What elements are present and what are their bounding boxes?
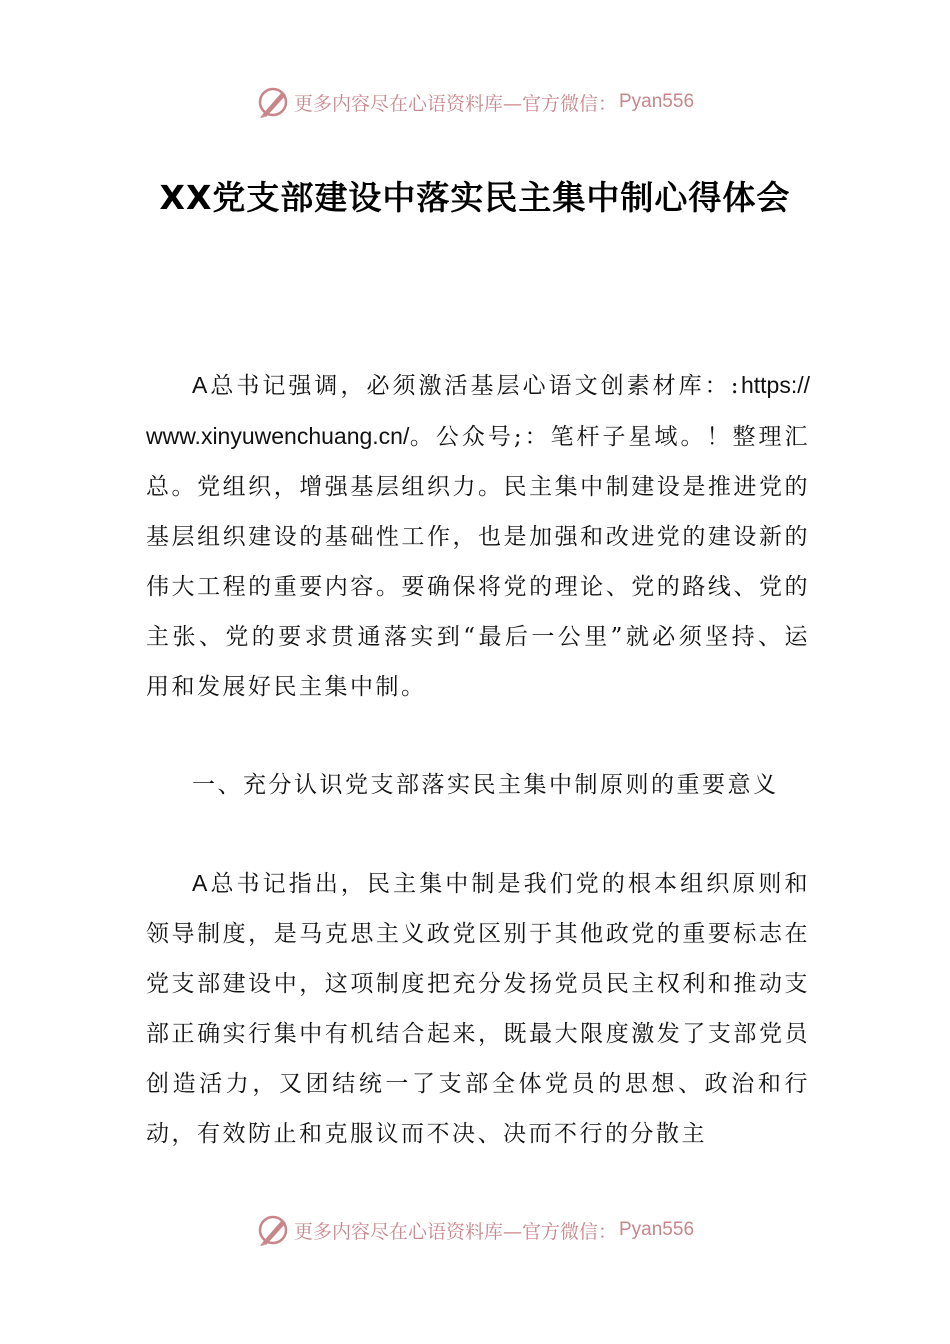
paragraph-intro [146,360,810,712]
banner-text: 更多内容尽在心语资料库—官方微信： [293,1220,617,1243]
banner-text: 更多内容尽在心语资料库—官方微信： [293,92,617,115]
banner-wechat-id: Pyan556 [619,1219,695,1240]
paragraph-lead-letter: A [192,372,210,398]
website-url: https://www.xinyuwenchuang.cn/ [146,372,810,449]
footer-watermark-banner [0,1210,950,1250]
paragraph-lead-letter: A [192,870,210,896]
paragraph-section1 [146,858,810,1159]
paragraph-text: 总书记指出，民主集中制是我们党的根本组织原则和领导制度，是马克思主义政党区别于其他政党的重要标志在党支部建设中，这项制度把充分发扬党员民主权利和推动支部正确实行集中有机结合起来，既最大限度激发了支部党员创造活力，又团结统一了支部全体党员的思想、政治和行动，有效防止和克服议而不决、决而不行的分散主 [146,871,810,1147]
paragraph-text: 。公众号;：笔杆子星域。！整理汇总。党组织，增强基层组织力。民主集中制建设是推进党的基层组织建设的基础性工作，也是加强和改进党的建设新的伟大工程的重要内容。要确保将党的理论、党的路线、党的主张、党的要求贯通落实到“最后一公里”就必须坚持、运用和发展好民主集中制。 [146,424,810,700]
document-title: XX党支部建设中落实民主集中制心得体会 [159,178,791,217]
paragraph-text: 总书记强调，必须激活基层心语文创素材库：: [209,373,741,399]
pen-logo-icon [256,1213,290,1247]
section-heading: 一、充分认识党支部落实民主集中制原则的重要意义 [192,772,779,798]
banner-wechat-id: Pyan556 [619,91,695,112]
header-watermark-banner [0,82,950,122]
pen-logo-icon [256,85,290,119]
